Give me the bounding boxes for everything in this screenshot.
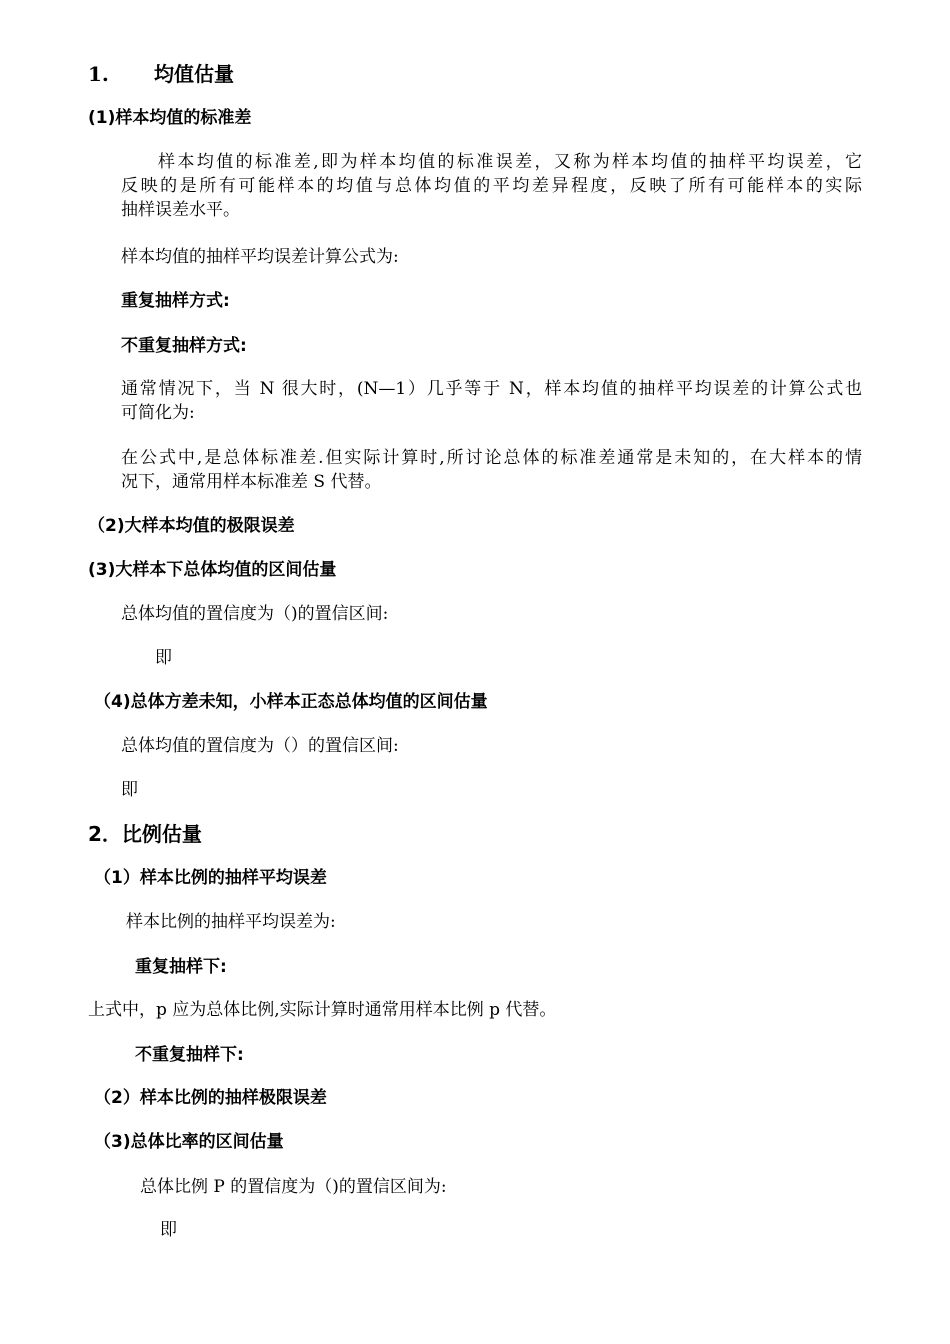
- confidence-interval-text: 总体均值的置信度为（)的置信区间:: [121, 604, 389, 624]
- paragraph-line: 况下，通常用样本标准差 S 代替。: [121, 472, 382, 492]
- section-1-heading: [88, 60, 234, 88]
- subsection-1-4-heading: （4)总体方差未知，小样本正态总体均值的区间估量: [94, 692, 488, 712]
- subsection-1-3-heading: (3)大样本下总体均值的区间估量: [88, 560, 337, 580]
- proportion-error-text: 样本比例的抽样平均误差为:: [126, 912, 336, 932]
- subsection-1-2-heading: （2)大样本均值的极限误差: [88, 516, 295, 536]
- confidence-interval-text: 总体均值的置信度为（）的置信区间:: [121, 736, 399, 756]
- ji-text: 即: [160, 1220, 177, 1240]
- paragraph-line: 通常情况下，当 N 很大时，(N—1）几乎等于 N，样本均值的抽样平均误差的计算公式也: [121, 379, 862, 399]
- repeat-sampling-label: 重复抽样方式:: [121, 291, 230, 311]
- section-1-title: 均值估量: [154, 62, 234, 86]
- ji-text: 即: [155, 648, 172, 668]
- paragraph-line: 在公式中,是总体标准差.但实际计算时,所讨论总体的标准差通常是未知的，在大样本的情: [121, 448, 862, 468]
- paragraph-simplification: [121, 377, 862, 425]
- formula-intro: 样本均值的抽样平均误差计算公式为:: [121, 247, 399, 267]
- paragraph-population-sd: [121, 446, 862, 494]
- paragraph-line: 反映的是所有可能样本的均值与总体均值的平均差异程度，反映了所有可能样本的实际: [121, 176, 862, 196]
- proportion-interval-text: 总体比例 P 的置信度为（)的置信区间为:: [140, 1177, 447, 1197]
- ji-text: 即: [121, 780, 138, 800]
- section-1-number: 1.: [88, 62, 109, 86]
- subsection-2-2-heading: （2）样本比例的抽样极限误差: [94, 1088, 327, 1108]
- nonrepeat-sampling-label: 不重复抽样方式:: [121, 336, 247, 356]
- subsection-2-1-heading: （1）样本比例的抽样平均误差: [94, 868, 327, 888]
- proportion-note: 上式中，p 应为总体比例,实际计算时通常用样本比例 p 代替。: [88, 1000, 557, 1020]
- subsection-1-1-heading: (1)样本均值的标准差: [88, 108, 252, 128]
- repeat-sampling-label: 重复抽样下:: [135, 957, 227, 977]
- paragraph-standard-error: [121, 150, 862, 222]
- subsection-2-3-heading: （3)总体比率的区间估量: [94, 1132, 284, 1152]
- paragraph-line: 抽样误差水平。: [121, 200, 240, 220]
- paragraph-line: 样本均值的标准差,即为样本均值的标准误差，又称为样本均值的抽样平均误差，它: [158, 152, 862, 172]
- nonrepeat-sampling-label: 不重复抽样下:: [135, 1045, 244, 1065]
- section-2-heading: 2．比例估量: [88, 822, 202, 846]
- paragraph-line: 可简化为:: [121, 403, 195, 423]
